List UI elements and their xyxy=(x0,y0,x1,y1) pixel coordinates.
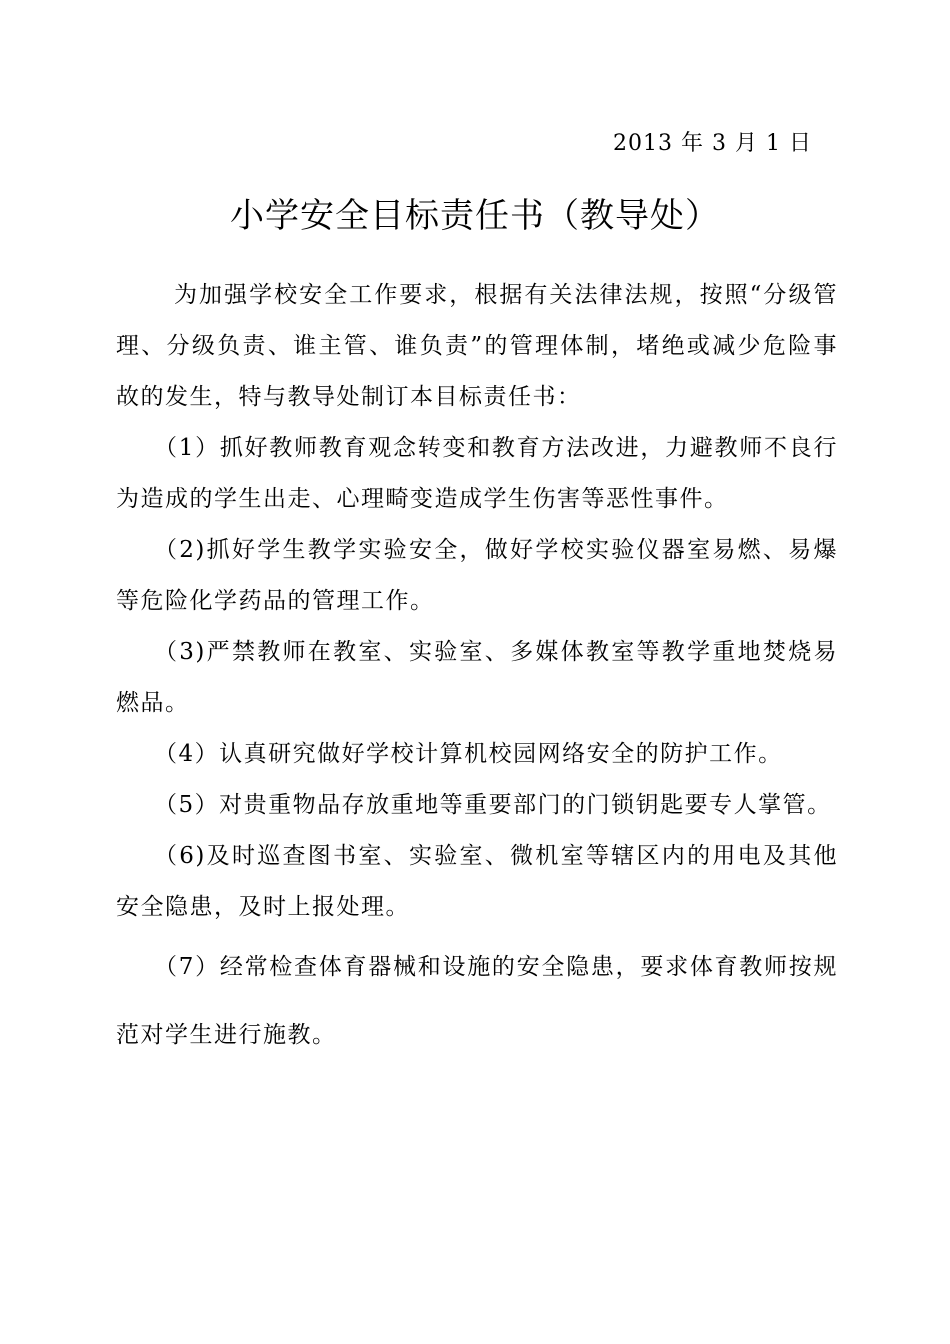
item-7: （7）经常检查体育器械和设施的安全隐患，要求体育教师按规范对学生进行施教。 xyxy=(116,954,838,1048)
item-2: （2)抓好学生教学实验安全，做好学校实验仪器室易燃、易爆等危险化学药品的管理工作。 xyxy=(116,537,838,614)
item-4: （4）认真研究做好学校计算机校园网络安全的防护工作。 xyxy=(154,741,783,767)
item-5: （5）对贵重物品存放重地等重要部门的门锁钥匙要专人掌管。 xyxy=(154,792,832,818)
item-6: （6)及时巡查图书室、实验室、微机室等辖区内的用电及其他安全隐患，及时上报处理。 xyxy=(116,843,838,920)
item-3: （3)严禁教师在教室、实验室、多媒体教室等教学重地焚烧易燃品。 xyxy=(116,639,838,716)
document-title: 小学安全目标责任书（教导处） xyxy=(230,196,720,236)
document-date: 2013 年 3 月 1 日 xyxy=(613,131,812,156)
intro-paragraph: 为加强学校安全工作要求，根据有关法律法规，按照“分级管理、分级负责、谁主管、谁负责”的管理体制，堵绝或减少危险事故的发生，特与教导处制订本目标责任书： xyxy=(116,282,838,410)
item-1: （1）抓好教师教育观念转变和教育方法改进，力避教师不良行为造成的学生出走、心理畸变造成学生伤害等恶性事件。 xyxy=(116,435,838,512)
document-body xyxy=(116,270,838,1069)
